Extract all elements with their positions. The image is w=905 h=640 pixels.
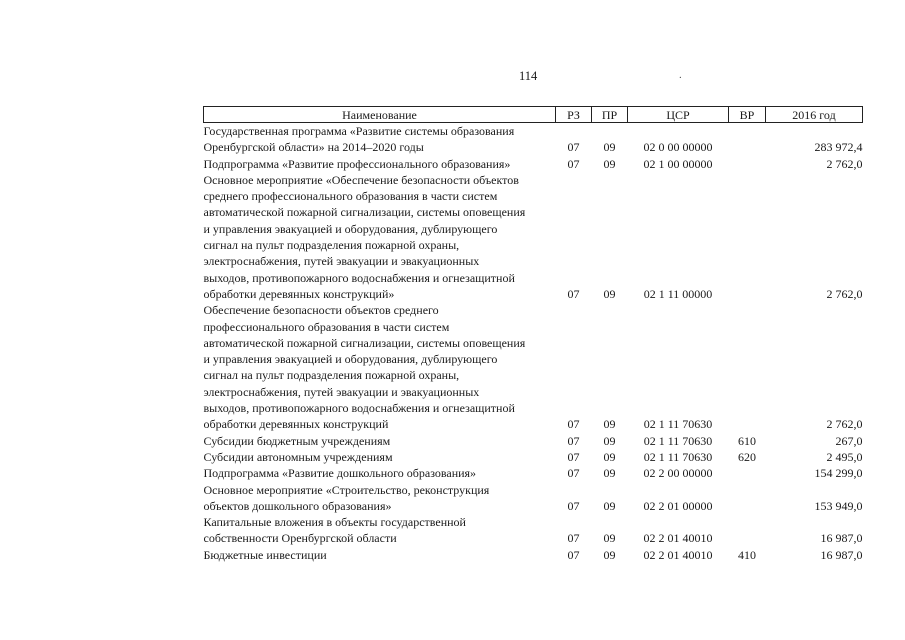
row-name-line: собственности Оренбургской области xyxy=(203,531,397,546)
row-pr-cell: 09 xyxy=(603,417,616,432)
row-pr-cell: 09 xyxy=(603,531,616,546)
row-name-line: Основное мероприятие «Строительство, реконструкция xyxy=(203,482,490,497)
row-amount-cell: 153 949,0 xyxy=(814,498,863,513)
row-csr-cell: 02 1 11 70630 xyxy=(643,417,713,432)
table-header xyxy=(204,107,863,123)
row-pr-cell: 09 xyxy=(603,449,616,464)
row-csr-cell: 02 0 00 00000 xyxy=(643,140,713,155)
row-vr-cell: 620 xyxy=(738,449,756,464)
table-row xyxy=(204,482,863,515)
row-name-cell xyxy=(204,123,556,156)
row-name-line: Основное мероприятие «Обеспечение безопасности объектов xyxy=(203,172,519,187)
row-pr-cell: 09 xyxy=(603,140,616,155)
row-vr-cell xyxy=(729,302,766,432)
table-row xyxy=(204,547,863,563)
row-name-line: электроснабжения, путей эвакуации и эвакуационных xyxy=(203,254,480,269)
budget-table xyxy=(203,106,863,563)
row-name-line: электроснабжения, путей эвакуации и эвакуационных xyxy=(203,384,480,399)
row-name-line: и управления эвакуацией и оборудования, дублирующего xyxy=(203,221,498,236)
row-rz-cell: 07 xyxy=(567,433,580,448)
row-vr-cell xyxy=(729,465,766,481)
row-name-line: Субсидии автономным учреждениям xyxy=(203,449,393,464)
row-csr-cell: 02 2 00 00000 xyxy=(643,466,713,481)
row-amount-cell: 154 299,0 xyxy=(814,466,863,481)
row-name-line: автоматической пожарной сигнализации, системы оповещения xyxy=(203,335,526,350)
header-csr: ЦСР xyxy=(628,107,729,123)
row-csr-cell: 02 2 01 40010 xyxy=(643,531,713,546)
row-name-line: Государственная программа «Развитие системы образования xyxy=(203,124,515,138)
row-name-line: сигнал на пульт подразделения пожарной охраны, xyxy=(203,368,460,383)
row-name-line: выходов, противопожарного водоснабжения и огнезащитной xyxy=(203,401,515,416)
row-name-cell xyxy=(204,172,556,302)
row-vr-cell xyxy=(729,482,766,515)
row-name-cell xyxy=(204,482,556,515)
row-amount-cell: 2 762,0 xyxy=(826,417,863,432)
row-name-line: обработки деревянных конструкций xyxy=(203,417,389,432)
row-pr-cell: 09 xyxy=(603,433,616,448)
row-csr-cell: 02 1 11 70630 xyxy=(643,433,713,448)
row-csr-cell: 02 1 11 00000 xyxy=(643,286,713,301)
row-csr-cell: 02 2 01 00000 xyxy=(643,498,713,513)
row-rz-cell: 07 xyxy=(567,156,580,171)
header-vr: ВР xyxy=(729,107,766,123)
row-rz-cell: 07 xyxy=(567,466,580,481)
table-row xyxy=(204,433,863,449)
row-pr-cell: 09 xyxy=(603,498,616,513)
row-name-cell xyxy=(204,449,556,465)
row-name-cell xyxy=(204,156,556,172)
row-rz-cell: 07 xyxy=(567,286,580,301)
table-row xyxy=(204,465,863,481)
row-pr-cell: 09 xyxy=(603,286,616,301)
row-name-line: Субсидии бюджетным учреждениям xyxy=(203,433,391,448)
row-name-line: автоматической пожарной сигнализации, системы оповещения xyxy=(203,205,526,220)
table-row xyxy=(204,302,863,432)
header-pr: ПР xyxy=(592,107,628,123)
row-name-line: обработки деревянных конструкций» xyxy=(203,286,395,301)
row-name-line: Подпрограмма «Развитие профессионального образования» xyxy=(203,156,511,171)
row-name-line: и управления эвакуацией и оборудования, дублирующего xyxy=(203,352,498,367)
row-amount-cell: 283 972,4 xyxy=(814,140,863,155)
row-name-line: сигнал на пульт подразделения пожарной охраны, xyxy=(203,238,460,253)
row-amount-cell: 16 987,0 xyxy=(820,531,863,546)
row-rz-cell: 07 xyxy=(567,547,580,562)
row-amount-cell: 2 495,0 xyxy=(826,449,863,464)
header-name: Наименование xyxy=(204,107,556,123)
page-number: 114 xyxy=(519,69,538,83)
row-name-cell xyxy=(204,514,556,547)
row-rz-cell: 07 xyxy=(567,531,580,546)
table-row xyxy=(204,123,863,156)
row-name-line: объектов дошкольного образования» xyxy=(203,498,392,513)
row-vr-cell xyxy=(729,514,766,547)
row-name-line: профессионального образования в части систем xyxy=(203,319,450,334)
row-name-line: Подпрограмма «Развитие дошкольного образования» xyxy=(203,466,477,481)
table-row xyxy=(204,514,863,547)
row-vr-cell xyxy=(729,172,766,302)
row-name-cell xyxy=(204,302,556,432)
row-name-line: Бюджетные инвестиции xyxy=(203,547,327,562)
header-rz: РЗ xyxy=(556,107,592,123)
page-mark: . xyxy=(679,69,682,81)
row-name-line: среднего профессионального образования в части систем xyxy=(203,189,498,204)
table-row xyxy=(204,172,863,302)
row-name-cell xyxy=(204,547,556,563)
row-pr-cell: 09 xyxy=(603,547,616,562)
row-rz-cell: 07 xyxy=(567,498,580,513)
row-rz-cell: 07 xyxy=(567,140,580,155)
row-name-line: Оренбургской области» на 2014–2020 годы xyxy=(203,140,424,155)
row-amount-cell: 267,0 xyxy=(835,433,863,448)
row-name-cell xyxy=(204,433,556,449)
row-vr-cell xyxy=(729,123,766,156)
row-csr-cell: 02 1 00 00000 xyxy=(643,156,713,171)
row-name-cell xyxy=(204,465,556,481)
header-row xyxy=(204,107,863,123)
row-csr-cell: 02 2 01 40010 xyxy=(643,547,713,562)
row-name-line: Капитальные вложения в объекты государственной xyxy=(203,515,466,530)
row-name-line: Обеспечение безопасности объектов среднего xyxy=(203,303,439,318)
row-amount-cell: 2 762,0 xyxy=(826,286,863,301)
row-pr-cell: 09 xyxy=(603,466,616,481)
row-vr-cell xyxy=(729,156,766,172)
table-row xyxy=(204,449,863,465)
table-body xyxy=(204,123,863,564)
row-vr-cell: 410 xyxy=(738,547,756,562)
row-rz-cell: 07 xyxy=(567,417,580,432)
row-csr-cell: 02 1 11 70630 xyxy=(643,449,713,464)
table-row xyxy=(204,156,863,172)
row-vr-cell: 610 xyxy=(738,433,756,448)
row-name-line: выходов, противопожарного водоснабжения и огнезащитной xyxy=(203,270,515,285)
row-amount-cell: 16 987,0 xyxy=(820,547,863,562)
row-rz-cell: 07 xyxy=(567,449,580,464)
row-pr-cell: 09 xyxy=(603,156,616,171)
row-amount-cell: 2 762,0 xyxy=(826,156,863,171)
header-year: 2016 год xyxy=(766,107,863,123)
